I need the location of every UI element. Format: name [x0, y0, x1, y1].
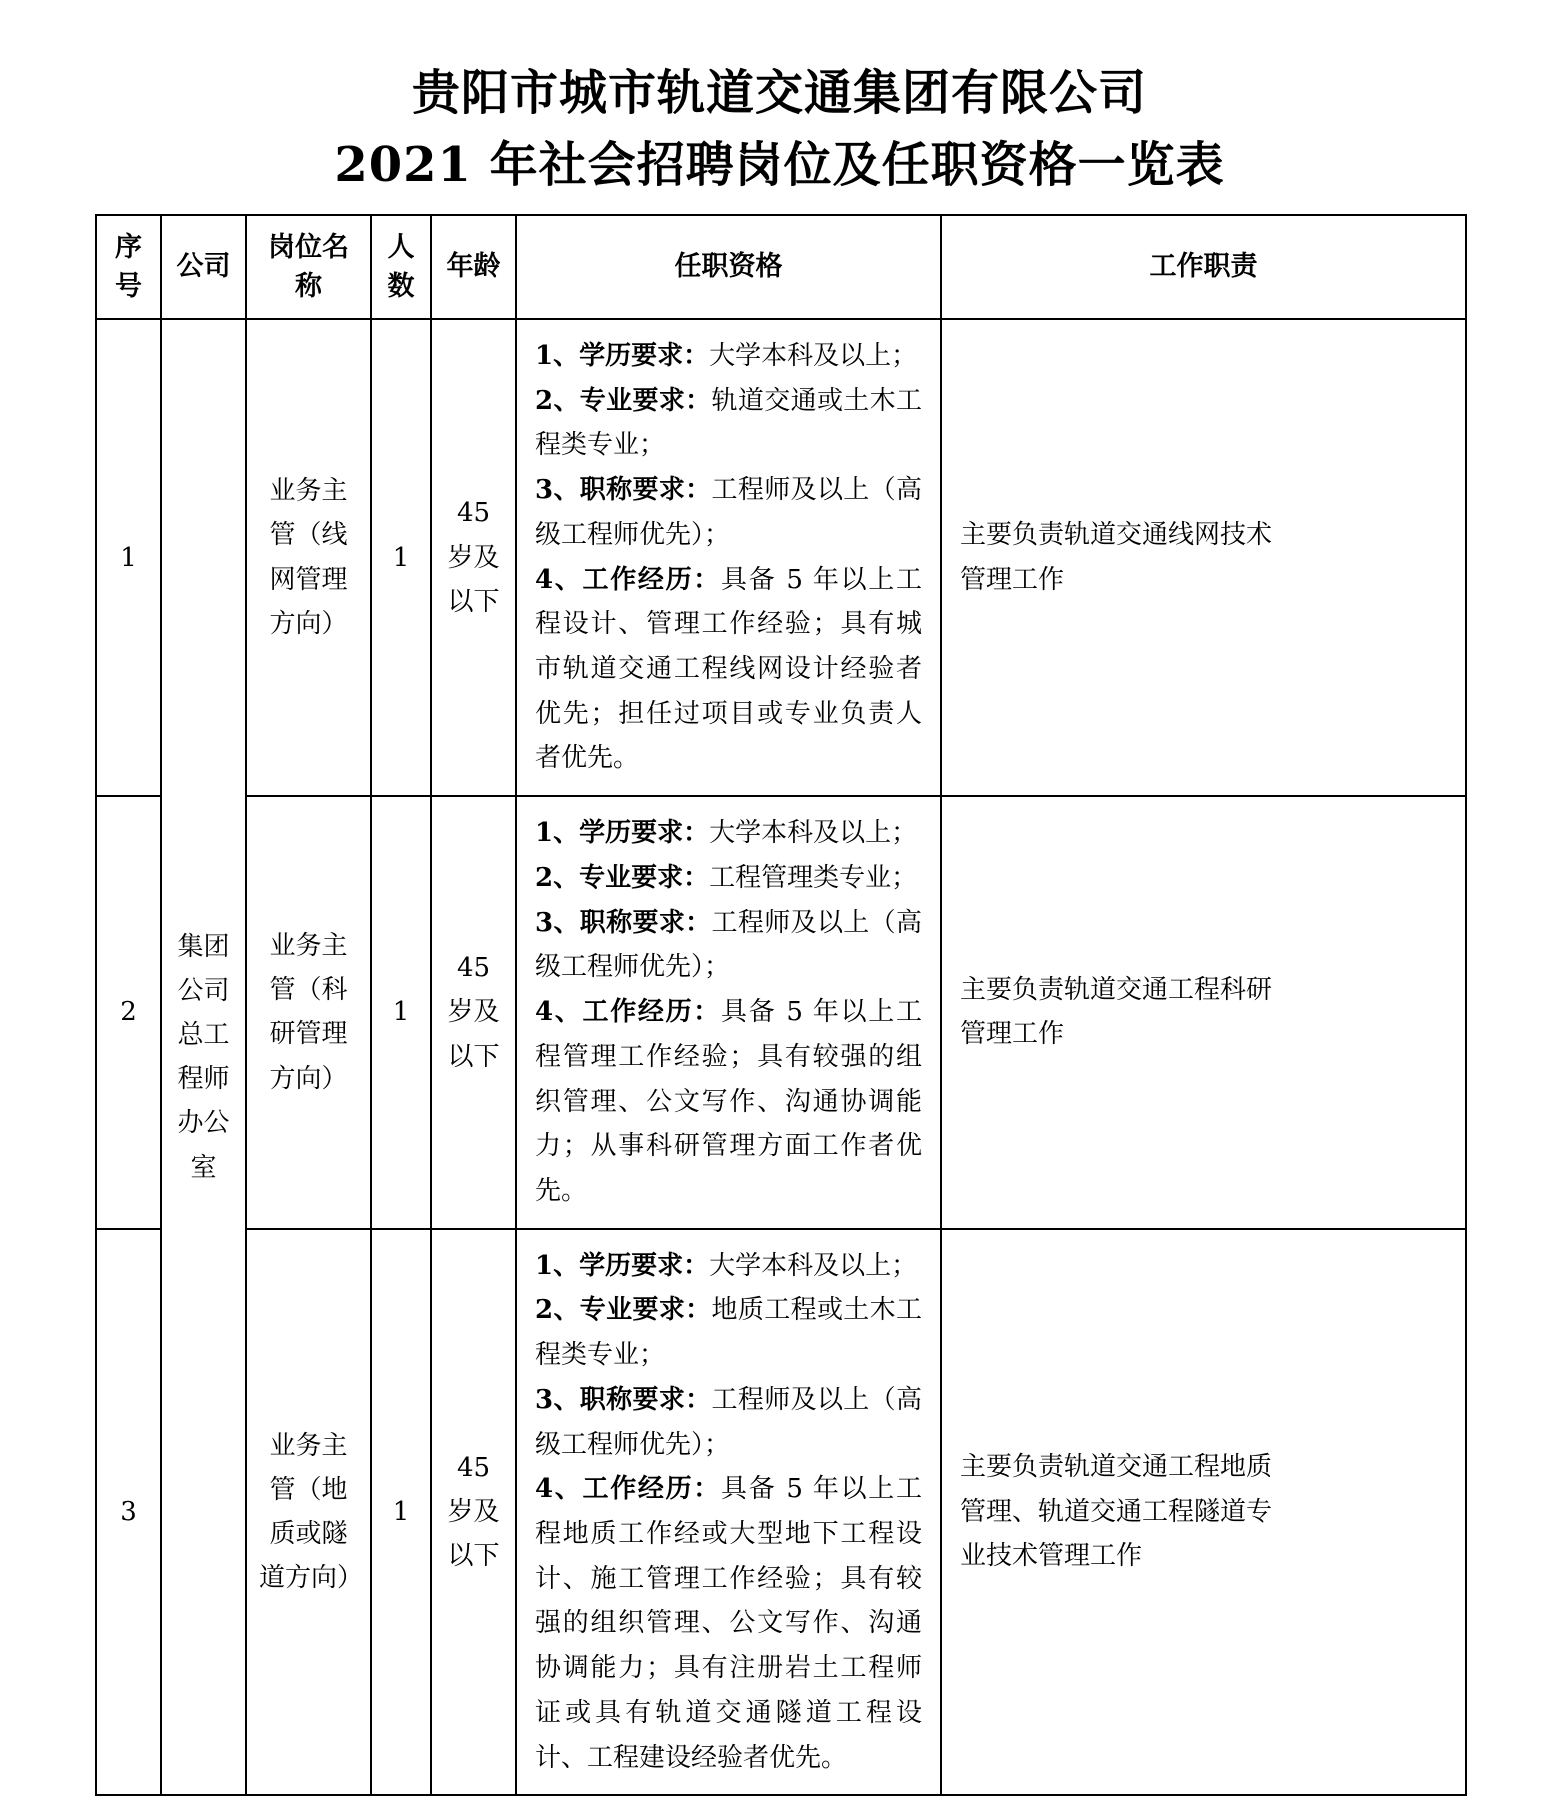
qualification-item: 3、职称要求：工程师及以上（高级工程师优先）； — [535, 1384, 922, 1460]
qualification-item: 3、职称要求：工程师及以上（高级工程师优先）； — [535, 907, 922, 983]
qualifications-cell — [516, 319, 941, 796]
qualifications-cell — [516, 796, 941, 1228]
qualification-item: 4、工作经历：具备 5 年以上工程设计、管理工作经验；具有城市轨道交通工程线网设计经验者优先；担任过项目或专业负责人者优先。 — [535, 564, 923, 774]
column-header: 工作职责 — [941, 215, 1466, 319]
qualification-item: 1、学历要求：大学本科及以上； — [535, 818, 918, 849]
row-number-cell: 2 — [96, 796, 161, 1228]
document-title-line2: 2021 年社会招聘岗位及任职资格一览表 — [334, 137, 1225, 193]
duty-text: 主要负责轨道交通工程科研管理工作 — [960, 974, 1273, 1050]
qualification-item: 4、工作经历：具备 5 年以上工程管理工作经验；具有较强的组织管理、公文写作、沟通协调能力；从事科研管理方面工作者优先。 — [535, 997, 923, 1206]
table-row — [96, 1229, 1466, 1796]
column-header: 年龄 — [431, 215, 516, 319]
duty-text: 主要负责轨道交通工程地质管理、轨道交通工程隧道专业技术管理工作 — [960, 1451, 1273, 1572]
company-cell: 集团公司总工程师办公室 — [161, 319, 246, 1795]
position-cell: 业务主管（地质或隧道方向） — [246, 1229, 371, 1796]
column-header: 人数 — [371, 215, 431, 319]
duty-cell — [941, 796, 1466, 1228]
duty-cell — [941, 1229, 1466, 1796]
age-cell: 45 岁及以下 — [431, 319, 516, 796]
row-number-cell: 3 — [96, 1229, 161, 1796]
column-header: 公司 — [161, 215, 246, 319]
table-body — [96, 319, 1466, 1795]
position-cell: 业务主管（线网管理方向） — [246, 319, 371, 796]
row-number-cell: 1 — [96, 319, 161, 796]
qualification-item: 1、学历要求：大学本科及以上； — [535, 341, 918, 371]
recruitment-table — [95, 214, 1467, 1796]
age-cell: 45 岁及以下 — [431, 796, 516, 1228]
qualification-item: 2、专业要求：轨道交通或土木工程类专业； — [535, 385, 922, 461]
document-title-line1: 贵阳市城市轨道交通集团有限公司 — [411, 65, 1147, 121]
age-cell: 45 岁及以下 — [431, 1229, 516, 1796]
column-header: 岗位名称 — [246, 215, 371, 319]
qualification-item: 2、专业要求：地质工程或土木工程类专业； — [535, 1295, 922, 1371]
qualification-item: 2、专业要求：工程管理类专业； — [535, 862, 918, 893]
headcount-cell: 1 — [371, 796, 431, 1228]
qualification-item: 4、工作经历：具备 5 年以上工程地质工作经或大型地下工程设计、施工管理工作经验；具有较强的组织管理、公文写作、沟通协调能力；具有注册岩土工程师证或具有轨道交通隧道工程设计、工程建设经验者优先。 — [535, 1474, 923, 1773]
qualification-item: 1、学历要求：大学本科及以上； — [535, 1250, 918, 1281]
duty-cell — [941, 319, 1466, 796]
headcount-cell: 1 — [371, 319, 431, 796]
column-header: 任职资格 — [516, 215, 941, 319]
table-row — [96, 796, 1466, 1228]
table-row — [96, 319, 1466, 796]
qualification-item: 3、职称要求：工程师及以上（高级工程师优先）； — [535, 475, 922, 550]
duty-text: 主要负责轨道交通线网技术管理工作 — [960, 519, 1273, 595]
column-header: 序号 — [96, 215, 161, 319]
table-header-row — [96, 215, 1466, 319]
headcount-cell: 1 — [371, 1229, 431, 1796]
qualifications-cell — [516, 1229, 941, 1796]
position-cell: 业务主管（科研管理方向） — [246, 796, 371, 1228]
